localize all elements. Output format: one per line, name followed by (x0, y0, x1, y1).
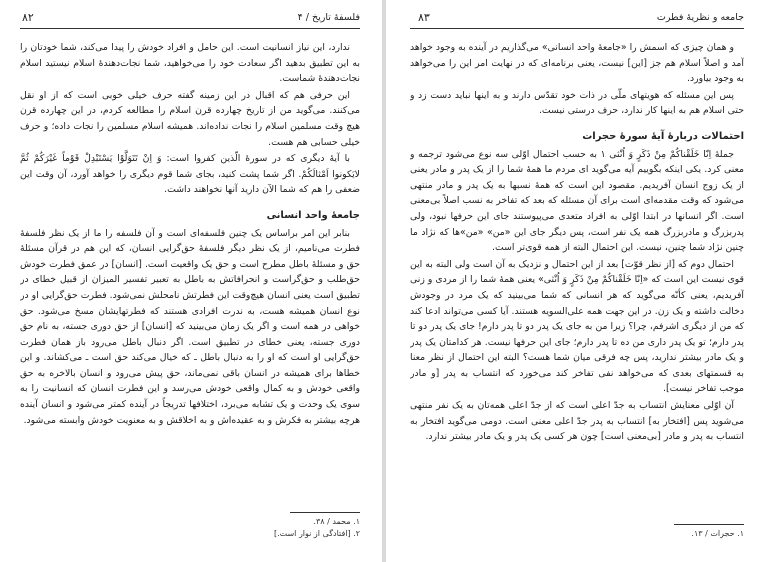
left-page (0, 0, 382, 562)
paragraph: ندارد، این نیاز انسانیت است. این حامل و افراد خودش را پیدا می‌کند، شما خودتان را به این تطبیق بدهید اگر سعادت خود را می‌خواهید، شما نجات‌دهندهٔ اسلام نیستید اسلام نجات‌دهندهٔ شماست. (20, 42, 360, 85)
paragraph: با آیهٔ دیگری که در سورهٔ الّذین کفروا است: وَ اِنْ تَتَوَلَّوْا یَسْتَبْدِلْ قَوْماً غَیْرَکُمْ ثُمَّ لایَکونوا اَمْثالَکُمْ. اگر شما پشت کنید، بجای شما قوم دیگری را خواهد آورد، آن وقت این ضعفی را هم که شما الآن دارید آنها نخواهند داشت. (20, 153, 360, 196)
right-page-body (410, 40, 744, 488)
paragraph: آن اوّلی معنایش انتساب به جدّ اعلی است که از جدّ اعلی همه‌تان به یک نفر منتهی می‌شوید پس [افتخار به] انتساب به پدر جدّ اعلی معنی است. دومی می‌گوید افتخار به انتساب به پدر و مادر [بی‌معنی است] چون هر کسی یک پدر و یک مادر بیشتر ندارد. (410, 400, 744, 443)
paragraph: این حرفی هم که اقبال در این زمینه گفته حرف خیلی خوبی است که از او نقل می‌کنند. می‌گوید من از تاریخ چهارده قرن اسلام را مطالعه کردم، در این چهارده قرن هیچ وقت مسلمین اسلام را نجات نداده‌اند. همیشه اسلام مسلمین را نجات داده؛ و حرف خیلی حسابی هم هست. (20, 89, 360, 148)
left-page-header (20, 10, 360, 29)
page-number: ۸۳ (418, 11, 430, 24)
paragraph: پس این مسئله که هویتهای ملّی در ذات خود تقدّس دارند و به اینها نباید دست زد و حتی اسلام هم به اینها کار ندارد، حرف درستی نیست. (410, 89, 744, 117)
right-page (386, 0, 768, 562)
section-heading: جامعهٔ واحد انسانی (266, 209, 360, 221)
footnote-divider (290, 512, 360, 513)
paragraph: و همان چیزی که اسمش را «جامعهٔ واحد انسانی» می‌گذاریم در آینده به وجود خواهد آمد و اصلاً اسلام هم جز [این] نیست، یعنی برنامه‌ای که در نهایت امر این را می‌خواهد به وجود بیاورد. (410, 42, 744, 85)
paragraph: جملهٔ اِنّا خَلَقْناکُمْ مِنْ ذَکَرٍ وَ اُنْثی ۱ به حسب احتمال اوّلی سه نوع می‌شود ترجمه و معنی کرد. یکی اینکه بگوییم آیه می‌گوید ای مردم ما همهٔ شما را از یک پدر و مادر یعنی از یک زوج انسان آفریدیم. مقصود این است که همهٔ نسبها به یک پدر و مادر منتهی می‌شود که وقت مقدمه‌ای است برای آن مسئله که بعد که تفاخر به نسب اصلاً بی‌معنی است. اگر انسانها در ابتدا اوّلی به افراد متعدی می‌پیوستند جای این حرفها نبود، ولی پدربزرگ و مادربزرگ همه یک نفر است، پس دیگر جای این «من» «من»ها که نژاد ما چنین نژاد شما چنین، نیست. این احتمال البته از همه قوی‌تر است. (410, 148, 744, 254)
left-page-body (20, 40, 360, 510)
section-heading: احتمالات دربارهٔ آیهٔ سورهٔ حجرات (582, 130, 744, 142)
paragraph: احتمال دوم که [از نظر قوّت] بعد از این احتمال و نزدیک به آن است ولی البته به این قوی نیست این است که «اِنّا خَلَقْناکُمْ مِنْ ذَکَرٍ وَ اُنْثی» یعنی همهٔ شما را از مردی و زنی آفریدیم، یعنی کأنّه می‌گوید که هر انسانی که شما می‌بینید که یک مرد در وجودش دخالت داشته و یک زن. در این جهت همه علی‌السویه هستند. آیا کسی می‌تواند ادعا کند که من از دیگری اشرفم، چرا؟ زیرا من به جای یک پدر دو تا پدر دارم! جای یک پدر دو تا پدر دارم؛ تو یک پدر داری من ده تا پدر دارم؛ جای این حرفها نیست. هر کدامتان یک پدر و یک مادر بیشتر ندارید، پس چه فرقی میان شما هست؟ البته این احتمال از نظر معنا به قسمتهای بعدی که می‌خواهد نفی تفاخر کند می‌خورد که انتساب به پدر [و مادر موجب تفاخر نیست]. (410, 258, 744, 395)
running-title: جامعه و نظریهٔ فطرت (656, 12, 744, 23)
footnote: ۱. حجرات / ۱۳. (691, 529, 744, 538)
right-page-header (410, 10, 744, 29)
left-footnotes (20, 512, 360, 540)
page-number: ۸۲ (22, 11, 34, 24)
footnote-divider (674, 524, 744, 525)
right-footnotes (410, 524, 744, 540)
footnote: ۱. محمد / ۳۸. (313, 517, 360, 526)
footnote: ۲. [افتادگی از نوار است.] (273, 529, 360, 538)
paragraph: بنابر این امر براساس یک چنین فلسفه‌ای است و آن فلسفه را ما از یک نظر فلسفهٔ فطرت می‌نامیم، از یک نظر دیگر فلسفهٔ حق‌گرایی انسان، که این هم در قرآن مسئلهٔ حق و مسئلهٔ باطل مطرح است و حق یک واقعیت است. [انسان] در عمق فطرت خودش حق‌طلب و حق‌گراست و انحرافاتش به باطل به تعبیر تفسیر المیزان از قبیل خطای در تطبیق است یعنی انسان هیچ‌وقت این فطرتش نامحلش نمی‌شود. فطرت حق‌گرایی او در نوع انسان همیشه هست، به ندرت افرادی هستند که فطرتهایشان مسخ می‌شود. حق خواهی در همه است و اگر یک زمان می‌بینید که [انسان] از حق دوری جسته، به نام حق دوری جسته، یعنی خطای در تطبیق است. اگر دنبال باطل می‌رود باز همان فطرت حق‌گرایی او است که او را به دنبال باطل ـ که خیال می‌کند حق است ـ می‌کشاند. و این خطاها برای همیشه در انسان باقی نمی‌ماند، حق پیش می‌رود و انسان بالاخره به حق واقعی خودش و به کمال واقعی خودش می‌رسد و این فطرت انسان که انسانیت را به سوی یک وحدت و یک تشابه می‌برد، اختلافها تدریجاً در آینده کمتر می‌شود و انسان آینده هرچه بیشتر به فکرش و به عقیده‌اش و به اخلاقش و به معنویت خودش وابسته می‌شود. (20, 227, 360, 426)
running-title: فلسفهٔ تاریخ / ۴ (297, 12, 360, 23)
